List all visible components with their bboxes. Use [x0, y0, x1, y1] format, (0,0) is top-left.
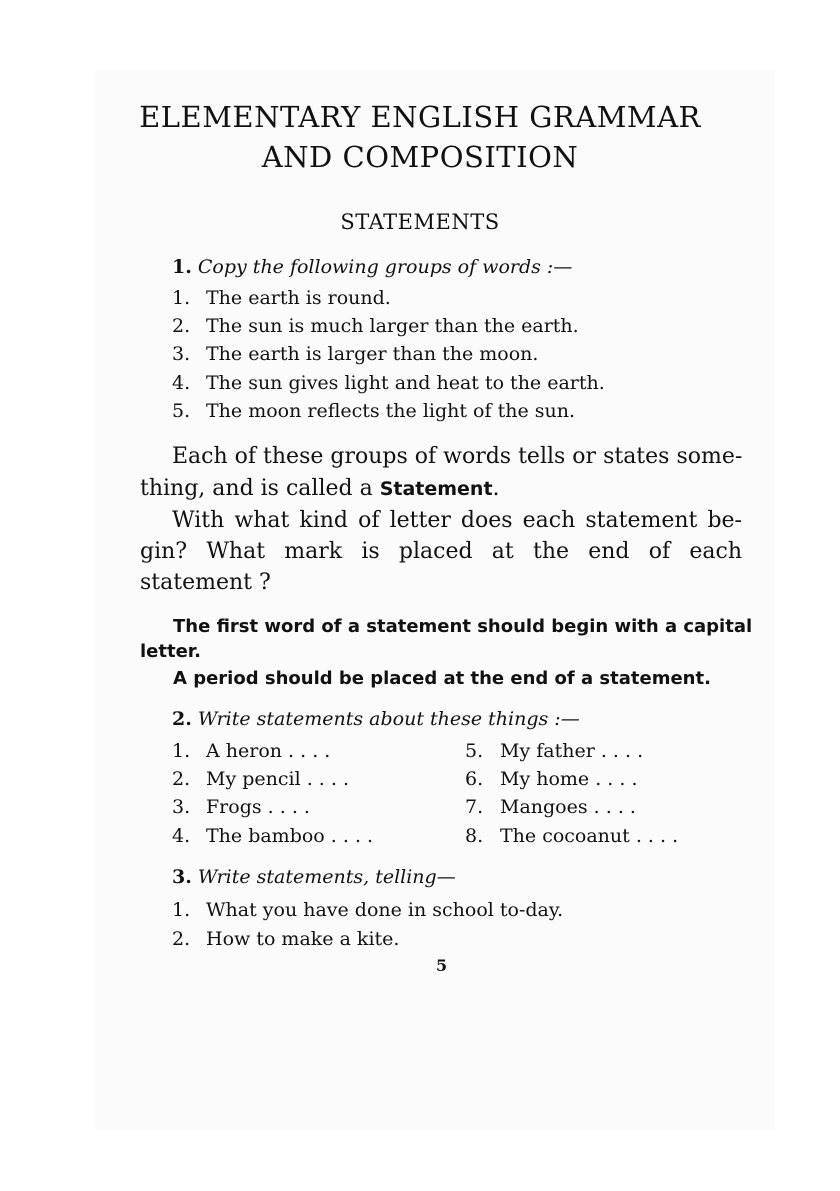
ex2-item-5-number: 5. — [465, 740, 484, 762]
exercise-3-heading — [172, 868, 456, 887]
ex2-item-6-number: 6. — [465, 768, 484, 790]
ex1-item-2-number: 2. — [172, 315, 191, 337]
ex3-item-2-number: 2. — [172, 928, 191, 950]
page-number: 5 — [436, 956, 448, 975]
ex1-item-3-text: The earth is larger than the moon. — [206, 343, 539, 365]
exercise-2-heading — [172, 710, 580, 729]
ex1-item-2-text: The sun is much larger than the earth. — [206, 315, 579, 337]
ex3-item-1-number: 1. — [172, 899, 191, 921]
ex2-item-6-text: My home . . . . — [500, 768, 638, 790]
ex2-item-1-text: A heron . . . . — [206, 740, 331, 762]
statement-term: Statement — [379, 478, 493, 500]
ex3-item-2-text: How to make a kite. — [206, 928, 400, 950]
section-title: STATEMENTS — [340, 210, 500, 234]
exercise-1-number: 1. — [172, 256, 192, 278]
exercise-1-instruction: Copy the following groups of words :— — [197, 256, 573, 278]
question-line-3: statement ? — [140, 570, 271, 595]
ex1-item-3-number: 3. — [172, 343, 191, 365]
rule-2: A period should be placed at the end of a statement. — [173, 668, 711, 689]
exercise-2-instruction: Write statements about these things :— — [197, 708, 580, 730]
exercise-1-heading — [172, 258, 572, 277]
ex2-item-7-number: 7. — [465, 796, 484, 818]
exercise-3-instruction: Write statements, telling— — [197, 866, 456, 888]
ex2-item-5-text: My father . . . . — [500, 740, 644, 762]
explanation-line-1: Each of these groups of words tells or states some- — [172, 444, 743, 469]
ex2-item-2-number: 2. — [172, 768, 191, 790]
ex3-item-1-text: What you have done in school to-day. — [206, 899, 564, 921]
explanation-line-2-start: thing, and is called a — [140, 476, 380, 501]
ex2-item-1-number: 1. — [172, 740, 191, 762]
exercise-2-number: 2. — [172, 708, 192, 730]
question-line-1: With what kind of letter does each statement be- — [172, 508, 742, 533]
ex2-item-4-text: The bamboo . . . . — [206, 825, 374, 847]
ex2-item-2-text: My pencil . . . . — [206, 768, 349, 790]
ex2-item-8-number: 8. — [465, 825, 484, 847]
ex2-item-3-number: 3. — [172, 796, 191, 818]
ex2-item-7-text: Mangoes . . . . — [500, 796, 636, 818]
ex1-item-4-text: The sun gives light and heat to the earth. — [206, 372, 605, 394]
exercise-3-number: 3. — [172, 866, 192, 888]
book-title-line-1: ELEMENTARY ENGLISH GRAMMAR — [139, 100, 701, 134]
explanation-line-2 — [140, 478, 500, 500]
ex1-item-4-number: 4. — [172, 372, 191, 394]
rule-1-line-1: The first word of a statement should begin with a capital — [173, 616, 753, 637]
explanation-line-2-end: . — [492, 476, 500, 501]
question-line-2: gin? What mark is placed at the end of each — [140, 539, 742, 564]
ex1-item-5-text: The moon reflects the light of the sun. — [206, 400, 575, 422]
ex2-item-4-number: 4. — [172, 825, 191, 847]
rule-1-line-2: letter. — [140, 641, 201, 662]
ex2-item-3-text: Frogs . . . . — [206, 796, 310, 818]
ex2-item-8-text: The cocoanut . . . . — [500, 825, 679, 847]
ex1-item-1-number: 1. — [172, 287, 191, 309]
ex1-item-5-number: 5. — [172, 400, 191, 422]
book-title-line-2: AND COMPOSITION — [261, 140, 579, 174]
ex1-item-1-text: The earth is round. — [206, 287, 391, 309]
